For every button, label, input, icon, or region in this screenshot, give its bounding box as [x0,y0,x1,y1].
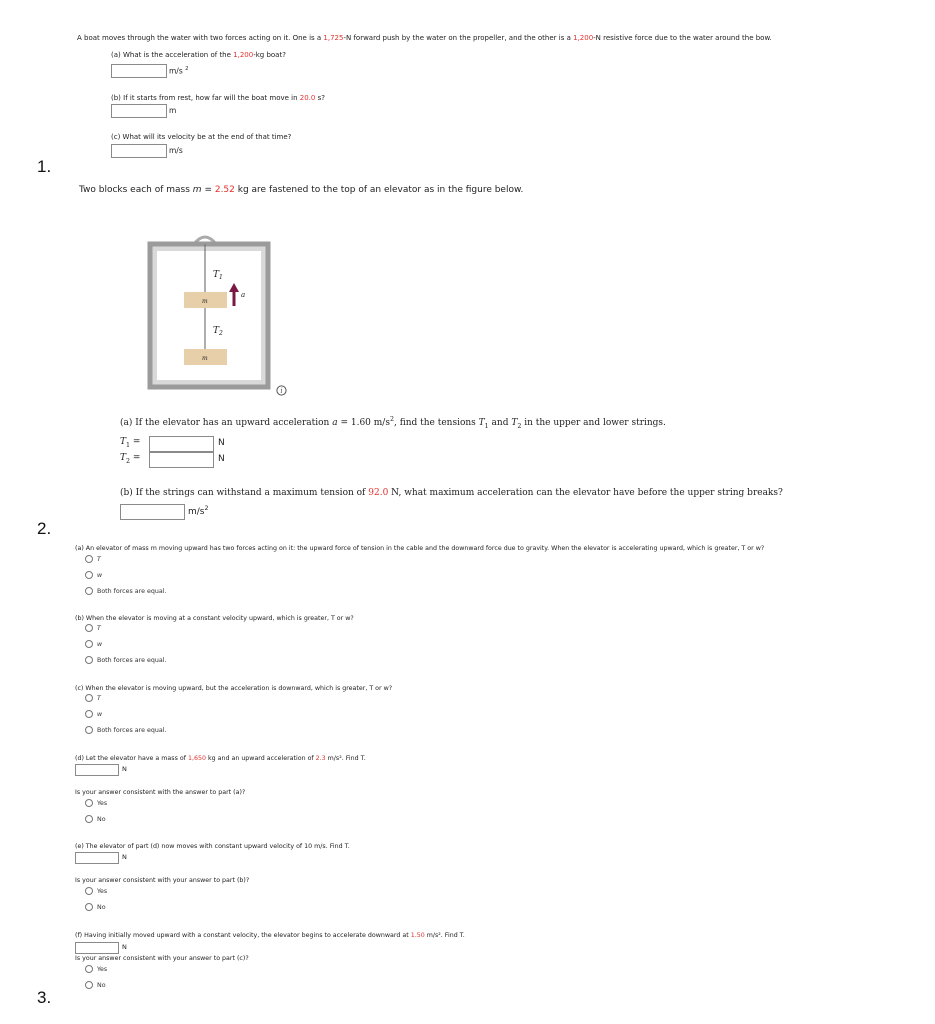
label-m-upper: m [202,298,208,305]
p3b-option-w[interactable]: w [85,640,102,648]
radio-circle[interactable] [85,903,93,911]
label-T2: $T_2$ [213,326,223,337]
p1-intro: A boat moves through the water with two forces acting on it. One is a 1,725-N forward push by the water on the propeller, and the other is a 1,200-N resistive force due to the water around the bow. [77,34,772,42]
p3e-option-yes[interactable]: Yes [85,887,107,895]
p3-answer-f-input[interactable] [75,942,119,954]
p1-answer-a-input[interactable] [111,64,167,78]
radio-circle[interactable] [85,815,93,823]
p2-T2-label: $T_2$ = [120,453,141,465]
p3f-option-no[interactable]: No [85,981,106,989]
radio-circle[interactable] [85,726,93,734]
p3-consistent-d: Is your answer consistent with the answer to part (a)? [75,789,246,796]
p3-answer-e-input[interactable] [75,852,119,864]
p2-intro: Two blocks each of mass m = 2.52 kg are fastened to the top of an elevator as in the figure below. [79,185,524,195]
label-T1: $T_1$ [213,270,223,281]
p3-answer-e-unit: N [122,853,127,861]
p1-answer-b-unit: m [169,106,177,115]
radio-circle[interactable] [85,981,93,989]
elevator-figure [145,232,295,394]
p3-answer-f-unit: N [122,943,127,951]
info-icon[interactable] [276,385,287,396]
label-a: a [241,291,246,299]
problem-number-3: 3. [37,988,52,1007]
radio-circle[interactable] [85,587,93,595]
p3-question-c: (c) When the elevator is moving upward, but the acceleration is downward, which is greater, T or w? [75,685,393,692]
p3b-option-equal[interactable]: Both forces are equal. [85,656,166,664]
radio-circle[interactable] [85,799,93,807]
p1-answer-c-input[interactable] [111,144,167,158]
p1-answer-a-unit: m/s $^2$ [169,66,189,76]
p2-T1-input[interactable] [149,436,214,452]
p3-consistent-e: Is your answer consistent with your answer to part (b)? [75,877,250,884]
p2-T2-unit: N [218,454,225,464]
p3-consistent-f: Is your answer consistent with your answer to part (c)? [75,955,249,962]
p2-max-accel-unit: $m/s^2$ [188,505,209,517]
svg-text:i: i [280,387,283,396]
p3-answer-d-unit: N [122,765,127,773]
p3-question-e: (e) The elevator of part (d) now moves with constant upward velocity of 10 m/s. Find T. [75,843,350,850]
p2-T1-label: $T_1$ = [120,437,141,449]
p1-question-b: (b) If it starts from rest, how far will the boat move in 20.0 s? [111,94,325,102]
radio-circle[interactable] [85,887,93,895]
p3-question-f: (f) Having initially moved upward with a constant velocity, the elevator begins to accelerate downward at 1.50 m/s². Find T. [75,932,465,939]
p1-answer-b-input[interactable] [111,104,167,118]
p1-question-c: (c) What will its velocity be at the end of that time? [111,133,292,141]
p3c-option-equal[interactable]: Both forces are equal. [85,726,166,734]
p2-max-accel-input[interactable] [120,504,185,520]
p1-force1: 1,725 [323,34,344,42]
radio-circle[interactable] [85,694,93,702]
p3a-option-equal[interactable]: Both forces are equal. [85,587,166,595]
p3-question-d: (d) Let the elevator have a mass of 1,650 kg and an upward acceleration of 2.3 m/s². Find T. [75,755,366,762]
p3f-option-yes[interactable]: Yes [85,965,107,973]
p2-question-a: (a) If the elevator has an upward acceleration a = 1.60 $m/s^2$, find the tensions $T_1$ and $T_2$ in the upper and lower strings. [120,416,666,430]
problem-number-1: 1. [37,157,52,176]
p3a-option-T[interactable]: T [85,555,101,563]
p2-question-b: (b) If the strings can withstand a maximum tension of 92.0 N, what maximum acceleration can the elevator have before the upper string breaks? [120,488,783,498]
label-m-lower: m [202,355,208,362]
p3b-option-T[interactable]: T [85,624,101,632]
p1-question-a: (a) What is the acceleration of the 1,200-kg boat? [111,51,286,59]
radio-circle[interactable] [85,571,93,579]
problem-number-2: 2. [37,519,52,538]
radio-circle[interactable] [85,656,93,664]
radio-circle[interactable] [85,555,93,563]
p3a-option-w[interactable]: w [85,571,102,579]
radio-circle[interactable] [85,624,93,632]
p2-T1-unit: N [218,438,225,448]
radio-circle[interactable] [85,640,93,648]
radio-circle[interactable] [85,710,93,718]
radio-circle[interactable] [85,965,93,973]
p1-answer-c-unit: m/s [169,146,183,155]
p3d-option-yes[interactable]: Yes [85,799,107,807]
p1-force2: 1,200 [573,34,594,42]
p3-question-b: (b) When the elevator is moving at a constant velocity upward, which is greater, T or w? [75,615,354,622]
p3-answer-d-input[interactable] [75,764,119,776]
p3d-option-no[interactable]: No [85,815,106,823]
p3e-option-no[interactable]: No [85,903,106,911]
p2-T2-input[interactable] [149,452,214,468]
p3c-option-w[interactable]: w [85,710,102,718]
p3c-option-T[interactable]: T [85,694,101,702]
p3-question-a: (a) An elevator of mass m moving upward has two forces acting on it: the upward force of tension in the cable and the downward force due to gravity. When the elevator is accelerating upward, which is greater, T or w? [75,545,765,552]
